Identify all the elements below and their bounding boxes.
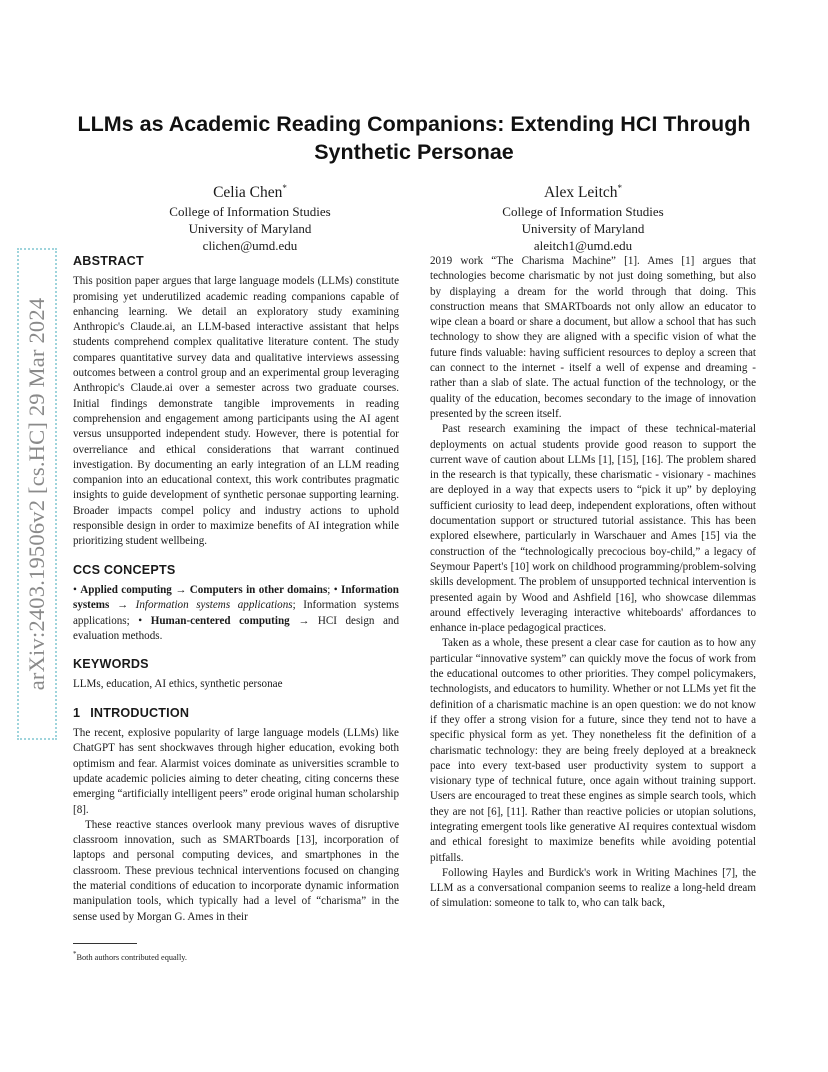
author-name: Alex Leitch* [543,183,623,202]
author-block-1 [80,178,420,254]
abstract-text: This position paper argues that large language models (LLMs) constitute promising yet underutilized academic reading companions capable of enhancing learning. We detail an exploratory study examining Anthropic's Claude.ai, an LLM-based interactive assistant that helps students comprehend complex qualitative literature content. The study compares quantitative survey data and qualitative interviews assessing outcomes between a control group and an experimental group leveraging Anthropic's Claude.ai over a semester across two graduate courses. Initial findings demonstrate tangible improvements in reading comprehension and engagement among participants using the AI agent versus unsupported independent study. However, there is potential for overreliance and ethical considerations that warrant continued investigation. By documenting an early integration of an LLM reading companion into an educational context, this work contributes pragmatic insights to guide development of synthetic personae supporting learning. Broader impacts compel policy and industry actions to uphold responsible design in order to maximize benefits of AI integration while prioritizing student wellbeing. [73,275,399,548]
footnote: *Both authors contributed equally. [73,951,187,962]
intro-paragraph-1: The recent, explosive popularity of large language models (LLMs) like ChatGPT has sent shockwaves through higher education, evoking both optimism and fear. Alarmist voices dominate as universities scramble to update academic policies aiming to deter cheating, citing concerns these emerging “artificially intelligent peers” erode original human scholarship [8]. [73,727,399,816]
body-paragraph-3: Taken as a whole, these present a clear case for caution as to how any particular “innovative system” can quickly move the focus of work from the educational outcomes to other priorities. They compel policymakers, technologists, and educators to humility. Whether or not LLMs yet fit the definition of a charismatic machine is an open question: we do not know if they offer a strong vision for a future, since they tend not to have a specific physical form as yet. They nonetheless fit the definition of a charismatic technology: they are being freely deployed at a breakneck pace into every text-based user productivity system to support a visionary type of technical future, once again without training support. Users are encouraged to treat these engines as simple search tools, which they are not [6], [11]. Rather than reactive policies or utopian solutions, integrating emergent tools like generative AI requires contextual wisdom and ethical foresight to maximize benefits while avoiding potential pitfalls. [430,637,756,864]
author-institution: University of Maryland [188,221,312,237]
author-affiliation: College of Information Studies [169,204,331,220]
author-block-2 [413,178,753,254]
author-institution: University of Maryland [521,221,645,237]
arxiv-side-stamp [17,248,57,740]
paper-title: LLMs as Academic Reading Companions: Extending HCI Through Synthetic Personae [77,112,751,164]
ccs-heading: CCS CONCEPTS [73,562,176,577]
introduction-heading: 1 INTRODUCTION [73,705,190,720]
footnote-rule [73,943,137,944]
body-paragraph-4: Following Hayles and Burdick's work in Writing Machines [7], the LLM as a conversational companion seems to realize a long-held dream of simulation: someone to talk to, who can talk back, [430,866,756,910]
ccs-concepts: • Applied computing → Computers in other domains; • Information systems → Information systems applications; Information systems applications; • Human-centered computing → HCI design and evaluation methods. [73,583,400,642]
keywords-text: LLMs, education, AI ethics, synthetic personae [73,678,283,691]
body-paragraph-2: Past research examining the impact of these technical-material deployments on actual students provide good reason to support the current wave of caution about LLMs [1], [15], [16]. The problem shared in the research is that typically, these charismatic - visionary - machines are deployed in a way that expects users to “pick it up” by deploying sufficient curiosity to lead deep, independent explorations, often without documentation support or structured tutorial assistance. This has been explored elsewhere, particularly in Warschauer and Ames [15] via the construction of the “technologically precocious boy-child,” a legacy of Seymour Papert's [10] work on childhood programming/problem-solving skills development. The problem of unsupported technical intervention is presented again by Wood and Ashfield [16], who showcase dilemmas around effectively leveraging interactive whiteboards' affordances to enhance in-place pedagogical practices. [430,423,756,635]
intro-paragraph-2: These reactive stances overlook many previous waves of disruptive classroom innovation, such as SMARTboards [13], incorporation of laptops and personal computing devices, and smartphones in the classroom. These previous technical interventions focused on changing the material conditions of education to incorporate dynamic information manipulation tools, which typically had a level of “charisma” in the sense used by Morgan G. Ames in their [73,818,399,923]
author-name: Celia Chen* [213,183,287,202]
left-column [73,254,399,925]
arxiv-identifier: arXiv:2403.19506v2 [cs.HC] 29 Mar 2024 [24,297,49,691]
keywords-heading: KEYWORDS [73,657,149,672]
author-email: clichen@umd.edu [202,238,298,254]
body-paragraph-1: 2019 work “The Charisma Machine” [1]. Ames [1] argues that technologies become charismatic by not just doing something, but also by displaying a dream for the world through that doing. This construction means that SMARTboards not only allow an educator to wipe clean a board or share a document, but allow a school that has such technology to show they are aligned with a specific vision of what the future finds valuable: having sufficient resources to deploy a screen that can connect to the internet - itself a well of expense and dreaming - rather than a slab of slate. The actual function of the technology, or the quality of the education, becomes secondary to the image of innovation presented by the screen itself. [430,255,756,420]
author-affiliation: College of Information Studies [502,204,664,220]
abstract-heading: ABSTRACT [73,254,144,268]
author-email: aleitch1@umd.edu [533,238,633,254]
right-column [430,254,756,912]
